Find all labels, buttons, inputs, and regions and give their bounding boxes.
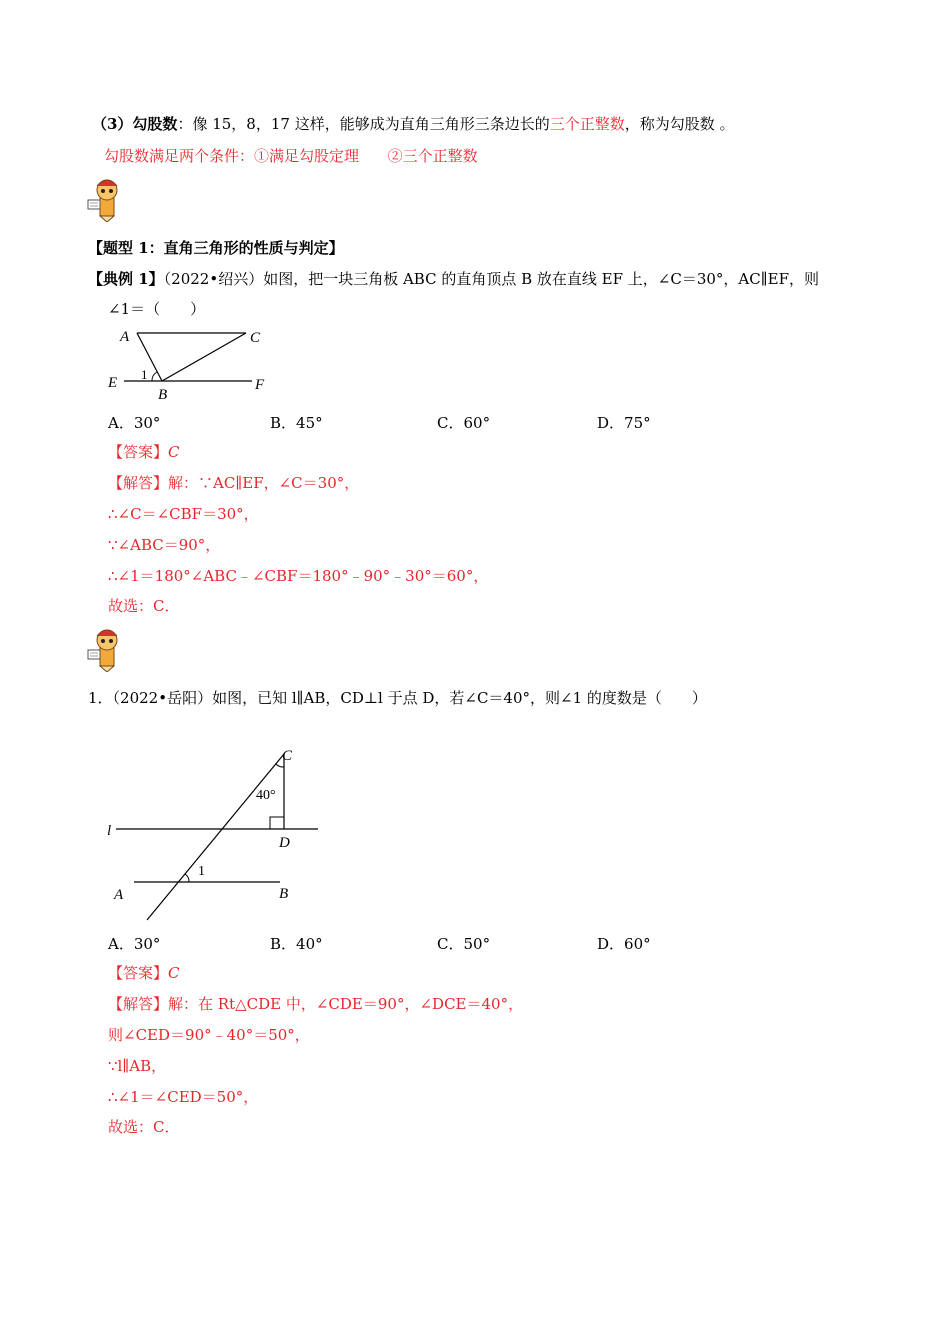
example-solution-3: ∵∠ABC＝90°， bbox=[108, 536, 221, 554]
label-b: B bbox=[279, 886, 289, 902]
q1-answer: 【答案】C bbox=[108, 964, 180, 982]
example-option-c: C．60° bbox=[437, 414, 491, 432]
label-a: A bbox=[114, 887, 124, 903]
label-c: C bbox=[250, 330, 261, 346]
intro-highlight: 三个正整数 bbox=[549, 115, 625, 133]
example-option-a: A．30° bbox=[108, 414, 161, 432]
label-f: F bbox=[255, 377, 265, 393]
q1-option-d: D．60° bbox=[597, 935, 651, 953]
q1-solution-4: ∴∠1＝∠CED＝50°， bbox=[108, 1088, 259, 1106]
example-option-d: D．75° bbox=[597, 414, 651, 432]
label-c: C bbox=[282, 748, 293, 764]
q1-solution-2: 则∠CED＝90°﹣40°＝50°， bbox=[108, 1026, 310, 1044]
q1-option-c: C．50° bbox=[437, 935, 491, 953]
example-figure bbox=[100, 322, 280, 404]
angle-1-arc bbox=[152, 372, 157, 381]
example-stem-line1 bbox=[88, 269, 819, 289]
intro-label: （3）勾股数 bbox=[92, 115, 178, 133]
label-d: D bbox=[279, 835, 290, 851]
angle-c-arc bbox=[276, 764, 284, 767]
q1-solution-3: ∵l∥AB， bbox=[108, 1057, 167, 1075]
label-b: B bbox=[158, 387, 168, 403]
label-a: A bbox=[120, 329, 130, 345]
q1-option-a: A．30° bbox=[108, 935, 161, 953]
label-angle-1: 1 bbox=[141, 367, 148, 382]
right-angle-mark bbox=[270, 817, 284, 829]
example-solution-2: ∴∠C＝∠CBF＝30°， bbox=[108, 505, 259, 523]
label-l: l bbox=[107, 823, 112, 839]
example-option-b: B．45° bbox=[270, 414, 323, 432]
q1-option-b: B．40° bbox=[270, 935, 323, 953]
example-stem: （2022•绍兴）如图，把一块三角板 ABC 的直角顶点 B 放在直线 EF 上，∠C＝30°，AC∥EF，则 bbox=[163, 270, 820, 288]
q1-solution-5: 故选：C． bbox=[108, 1118, 180, 1136]
segment-bc bbox=[162, 333, 246, 381]
intro-text-a: ：像 15，8，17 这样，能够成为直角三角形三条边长的 bbox=[177, 115, 550, 133]
label-e: E bbox=[108, 375, 118, 391]
example-answer: 【答案】C bbox=[108, 443, 180, 461]
label-angle-1: 1 bbox=[198, 864, 205, 879]
q1-solution-1: 【解答】解：在 Rt△CDE 中，∠CDE＝90°，∠DCE＝40°， bbox=[108, 995, 524, 1013]
q1-stem: 1．（2022•岳阳）如图，已知 l∥AB，CD⊥l 于点 D，若∠C＝40°，则∠1 的度数是（ ） bbox=[88, 689, 707, 707]
type-heading: 【题型 1：直角三角形的性质与判定】 bbox=[88, 239, 344, 257]
example-solution-4: ∴∠1＝180°∠ABC﹣∠CBF＝180°﹣90°﹣30°＝60°， bbox=[108, 567, 489, 585]
intro-text-b: ，称为勾股数 。 bbox=[624, 115, 735, 133]
pencil-mascot-icon bbox=[86, 174, 126, 222]
intro-conditions: 勾股数满足两个条件：①满足勾股定理 ②三个正整数 bbox=[104, 147, 478, 165]
example-stem-line2: ∠1＝（ ） bbox=[108, 300, 206, 318]
q1-figure bbox=[100, 740, 330, 925]
angle-1-arc bbox=[185, 874, 189, 882]
intro-line bbox=[92, 114, 735, 134]
example-solution-5: 故选：C． bbox=[108, 597, 180, 615]
example-solution-1: 【解答】解：∵AC∥EF，∠C＝30°， bbox=[108, 474, 360, 492]
pencil-mascot-icon bbox=[86, 624, 126, 672]
example-tag: 【典例 1】 bbox=[88, 270, 164, 288]
label-angle-c: 40° bbox=[256, 788, 276, 803]
transversal bbox=[147, 754, 284, 920]
